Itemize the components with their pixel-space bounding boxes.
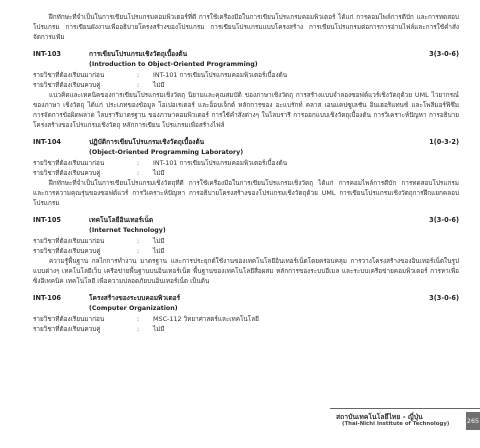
course-credits: 3(3-0-6) bbox=[429, 216, 459, 224]
colon: : bbox=[137, 169, 140, 177]
course-title-th: เทคโนโลยีอินเทอร์เน็ต bbox=[89, 216, 154, 224]
corequisite-row bbox=[33, 324, 459, 334]
prerequisite-row bbox=[33, 158, 459, 168]
course-title-th: โครงสร้างของระบบคอมพิวเตอร์ bbox=[89, 294, 181, 302]
page-content bbox=[33, 12, 459, 334]
prerequisite-row bbox=[33, 236, 459, 246]
course-block-int-105 bbox=[33, 215, 459, 286]
prerequisite-value: MSC-112 วิทยาศาสตร์และเทคโนโลยี bbox=[153, 315, 259, 323]
prerequisite-value: ไม่มี bbox=[153, 237, 165, 245]
page-footer bbox=[330, 408, 480, 433]
course-title-en: (Object-Oriented Programming Laboratory) bbox=[89, 149, 244, 156]
prerequisite-row bbox=[33, 70, 459, 80]
course-credits: 3(3-0-6) bbox=[429, 50, 459, 58]
course-description: ความรู้พื้นฐาน กลไกการทำงาน มาตรฐาน และการประยุกต์ใช้งานของเทคโนโลยีอินเทอร์เน็ตโดยครอบคลุม การวางโครงสร้างของอินเทอร์เน็ตในรูปแบบต่างๆ เทคโนโลยีเว็บ เครือข่ายพื้นฐานบนอินเทอร์เน็ต พื้นฐานของเทคโนโลยีสื่อผสม หลักการของระบบอีเมล และระบบเครือข่ายคอมพิวเตอร์ การหาเพื่อซิงอีเทคนิค เทคโนโลยี เพื่อความปลอดภัยบนอินเทอร์เน็ต เป็นต้น bbox=[33, 257, 459, 285]
prerequisite-value: INT-101 การเขียนโปรแกรมคอมพิวเตอร์เบื้องต้น bbox=[153, 71, 288, 79]
course-heading bbox=[33, 49, 459, 60]
corequisite-label: รายวิชาที่ต้องเรียนควบคู่ bbox=[33, 81, 101, 89]
colon: : bbox=[137, 325, 140, 333]
corequisite-row bbox=[33, 246, 459, 256]
institute-name-th: สถาบันเทคโนโลยีไทย - ญี่ปุ่น bbox=[336, 413, 423, 421]
colon: : bbox=[137, 247, 140, 255]
colon: : bbox=[137, 81, 140, 89]
course-title-th: การเขียนโปรแกรมเชิงวัตถุเบื้องต้น bbox=[89, 50, 188, 58]
colon: : bbox=[137, 71, 140, 79]
course-block-int-104 bbox=[33, 137, 459, 208]
corequisite-value: ไม่มี bbox=[153, 81, 165, 89]
course-code: INT-105 bbox=[33, 216, 61, 224]
corequisite-value: ไม่มี bbox=[153, 247, 165, 255]
corequisite-label: รายวิชาที่ต้องเรียนควบคู่ bbox=[33, 169, 101, 177]
colon: : bbox=[137, 315, 140, 323]
course-block-int-106 bbox=[33, 293, 459, 334]
course-credits: 3(3-0-6) bbox=[429, 294, 459, 302]
course-description: แนวคิดและเทคนิคของการเขียนโปรแกรมเชิงวัตถุ นิยามและคุณสมบัติ ของภาษาเชิงวัตถุ การสร้างแบบจำลองซอฟต์แวร์เชิงวัตถุด้วย UML ไวยากรณ์ของภาษา เชิงวัตถุ ได้แก่ ประเภทของข้อมูล โอเปอเรเตอร์ และอ็อบเจ็กต์ หลักการของ อะแบรักท์ คลาส เอนแคปซูเลชัน อินเฮอริแทนซ์ และโพลีมอร์ฟิซึม การจัดการข้อผิดพลาด ไลบรารีมาตรฐาน ของภาษาคอมพิวเตอร์ การใช้คำสั่งต่างๆ ในไลบรารี การออกแบบเชิงวัตถุเบื้องต้น การวิเคราะห์ปัญหา การอธิบายโครงสร้างของโปรแกรมเชิงวัตถุ หลักการเขียน โปรแกรมเพื่อสร้างไฟล์ bbox=[33, 91, 459, 129]
course-block-int-103 bbox=[33, 49, 459, 130]
course-title-en: (Computer Organization) bbox=[89, 305, 178, 312]
course-code: INT-106 bbox=[33, 294, 61, 302]
corequisite-label: รายวิชาที่ต้องเรียนควบคู่ bbox=[33, 325, 101, 333]
course-heading bbox=[33, 293, 459, 304]
course-heading bbox=[33, 137, 459, 148]
colon: : bbox=[137, 237, 140, 245]
corequisite-row bbox=[33, 168, 459, 178]
intro-paragraph: ฝึกทักษะที่จำเป็นในการเขียนโปรแกรมคอมพิวเตอร์ที่ดี การใช้เครื่องมือในการเขียนโปรแกรมคอมพิวเตอร์ ได้แก่ การคอมไพล์การดีบัก และการทดสอบโปรแกรม การเขียนผังงานเพื่ออธิบายโครงสร้างของโปรแกรม การเขียนโปรแกรมแบบโครงสร้าง การเขียนโปรแกรมต่อการการอ่านไฟล์และการใช้คำสั่งจัดการแฟ้ม bbox=[33, 13, 459, 41]
corequisite-value: ไม่มี bbox=[153, 169, 165, 177]
course-title-en: (Introduction to Object-Oriented Programming) bbox=[89, 61, 258, 68]
course-title-en: (Internet Technology) bbox=[89, 227, 166, 234]
course-code: INT-104 bbox=[33, 138, 61, 146]
corequisite-value: ไม่มี bbox=[153, 325, 165, 333]
course-credits: 1(0-3-2) bbox=[429, 138, 459, 146]
prerequisite-label: รายวิชาที่ต้องเรียนมาก่อน bbox=[33, 237, 105, 245]
prerequisite-label: รายวิชาที่ต้องเรียนมาก่อน bbox=[33, 159, 105, 167]
page-number: 265 bbox=[466, 412, 480, 430]
prerequisite-label: รายวิชาที่ต้องเรียนมาก่อน bbox=[33, 315, 105, 323]
course-title-th: ปฏิบัติการเขียนโปรแกรมเชิงวัตถุเบื้องต้น bbox=[89, 138, 205, 146]
course-heading bbox=[33, 215, 459, 226]
prerequisite-value: INT-101 การเขียนโปรแกรมคอมพิวเตอร์เบื้องต้น bbox=[153, 159, 288, 167]
prerequisite-label: รายวิชาที่ต้องเรียนมาก่อน bbox=[33, 71, 105, 79]
course-code: INT-103 bbox=[33, 50, 61, 58]
corequisite-label: รายวิชาที่ต้องเรียนควบคู่ bbox=[33, 247, 101, 255]
colon: : bbox=[137, 159, 140, 167]
institute-name-en: (Thai-Nichi Institute of Technology) bbox=[342, 421, 450, 427]
corequisite-row bbox=[33, 80, 459, 90]
prerequisite-row bbox=[33, 314, 459, 324]
course-description: ฝึกทักษะที่จำเป็นในการเขียนโปรแกรมเชิงวัตถุที่ดี การใช้เครื่องมือในการเขียนโปรแกรมเชิงวัตถุ ได้แก่ การคอมไพล์การดีบัก การทดสอบโปรแกรม และการความคุณรุ่นของซอฟต์แวร์ การวิเคราะห์ปัญหา การอธิบายโครงสร้างของโปรแกรมเชิงวัตถุด้วย UML การเขียนโปรแกรมเชิงวัตถุการฝึกแยกคลอบโปรแกรม bbox=[33, 179, 459, 207]
